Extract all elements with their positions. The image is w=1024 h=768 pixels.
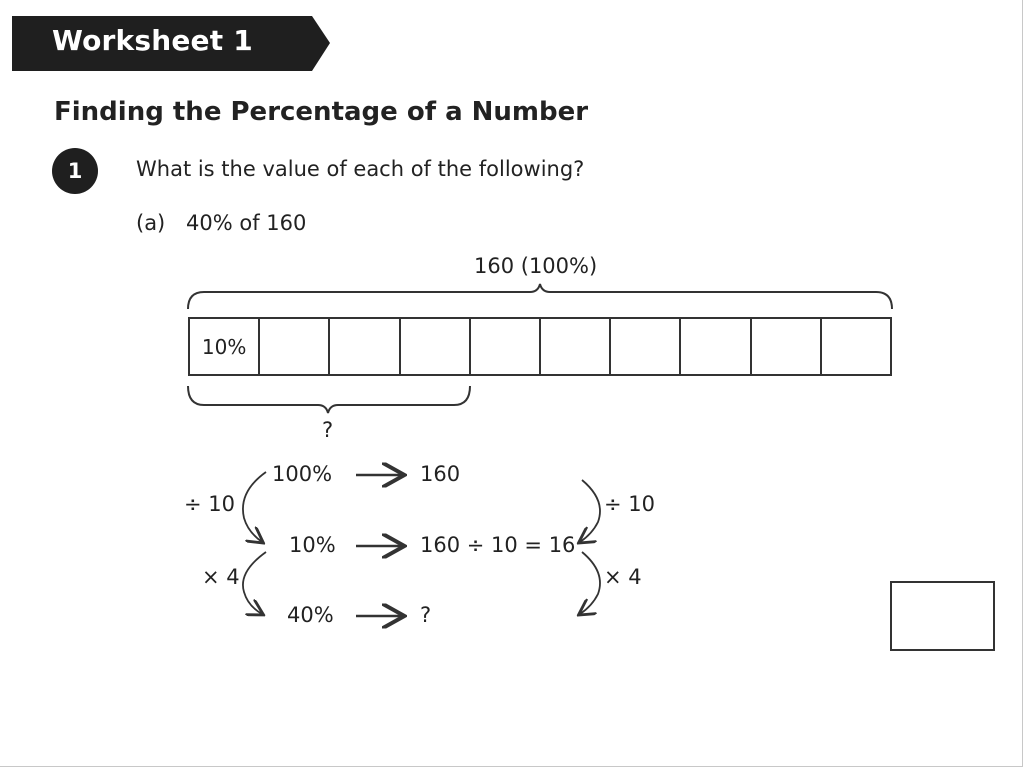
step-percent: 40% <box>287 603 334 627</box>
part-label: (a) <box>136 211 166 235</box>
section-title: Finding the Percentage of a Number <box>54 97 589 127</box>
bar-part-question: ? <box>322 418 334 442</box>
left-curve-1 <box>243 472 266 542</box>
step-value: ? <box>420 603 432 627</box>
question-text: What is the value of each of the following? <box>136 157 585 181</box>
bar-cell: 10% <box>201 334 247 359</box>
step-value: 160 <box>420 462 461 486</box>
left-operation: × 4 <box>202 565 240 589</box>
step-percent: 100% <box>272 462 333 486</box>
part-expression: 40% of 160 <box>186 211 307 235</box>
right-operation: × 4 <box>604 565 642 589</box>
question-number-badge: 1 <box>52 148 98 194</box>
left-operation: ÷ 10 <box>184 492 235 516</box>
right-curve-1 <box>580 480 600 542</box>
left-curve-2 <box>243 552 266 614</box>
step-percent: 10% <box>289 533 336 557</box>
bar-total-label: 160 (100%) <box>474 254 598 278</box>
answer-box[interactable] <box>890 581 995 651</box>
step-value: 160 ÷ 10 = 16 <box>420 533 576 557</box>
right-operation: ÷ 10 <box>604 492 655 516</box>
right-curve-2 <box>580 552 600 614</box>
worksheet-title: Worksheet 1 <box>52 24 253 57</box>
